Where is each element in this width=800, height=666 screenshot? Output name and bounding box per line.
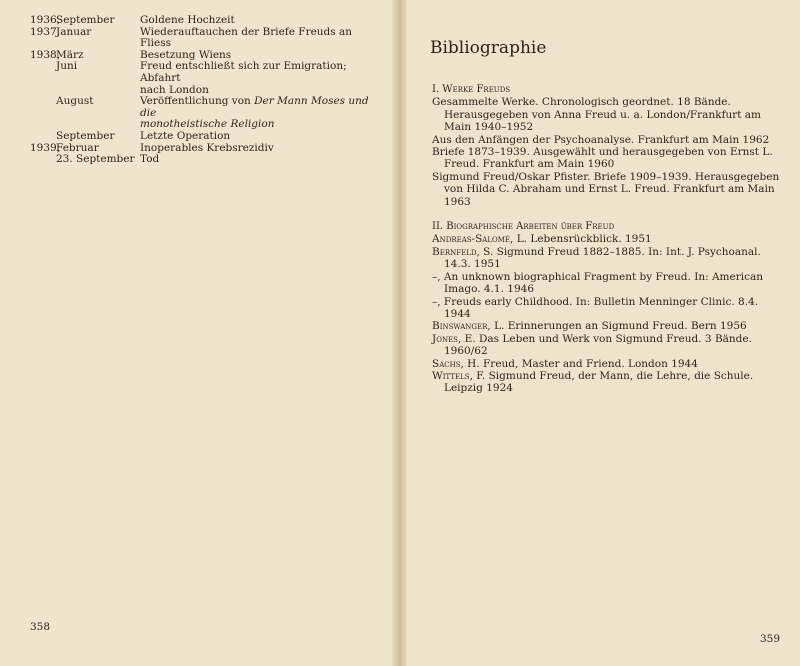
chronology-row: [30, 15, 370, 27]
chronology-row: [30, 154, 370, 166]
entry-text: S. Sigmund Freud 1882–1885. In: Int. J. Psychoanal. 14.3. 1951: [444, 245, 761, 271]
entry-text: L. Lebensrückblick. 1951: [513, 233, 652, 246]
author-name: Binswanger,: [432, 320, 491, 333]
chronology-year: [30, 131, 56, 143]
chronology-year: [30, 96, 56, 119]
chronology-month: März: [56, 48, 84, 61]
chronology-year: 1936,: [30, 14, 61, 26]
entry-text: –, Freuds early Childhood. In: Bulletin Menninger Clinic. 8.4. 1944: [432, 295, 759, 320]
entry-text: –, An unknown biographical Fragment by Freud. In: American Imago. 4.1. 1946: [432, 270, 764, 296]
chronology-month: Januar: [56, 25, 92, 38]
page-number-right: 359: [760, 633, 781, 645]
bibliography-entry: Briefe 1873–1939. Ausgewählt und herausgegeben von Ernst L. Freud. Frankfurt am Main 1960: [432, 146, 773, 171]
bibliography-entry: [432, 333, 784, 358]
chronology-year: [30, 61, 56, 84]
chronology-row: [30, 131, 370, 143]
chronology-year: 1939,: [30, 141, 61, 154]
entry-text: H. Freud, Master and Friend. London 1944: [463, 357, 698, 370]
bibliography-entry: [432, 358, 784, 370]
chronology-year: 1937,: [30, 25, 61, 38]
chronology-month: August: [56, 95, 94, 108]
chronology-row: [30, 61, 370, 84]
bibliography-entry: [432, 370, 784, 395]
chronology-month: September: [56, 129, 115, 142]
chronology-event: [140, 96, 370, 119]
left-page: [0, 0, 398, 666]
chronology-row: [30, 27, 370, 50]
bibliography-entry: Gesammelte Werke. Chronologisch geordnet. 18 Bände. Herausgegeben von Anna Freud u. a. London/Frankfurt am Main 1940–1952: [432, 96, 762, 134]
author-name: Bernfeld,: [432, 245, 480, 258]
bibliography-entry: [432, 320, 784, 332]
bibliography-entry: Aus den Anfängen der Psychoanalyse. Frankfurt am Main 1962: [432, 133, 770, 146]
chronology-event: Inoperables Krebsrezidiv: [140, 141, 274, 154]
chronology-year: 1938,: [30, 48, 61, 61]
chronology-event: Besetzung Wiens: [140, 48, 232, 61]
section-heading: I. Werke Freuds: [432, 84, 511, 95]
bibliography: [432, 84, 784, 395]
chronology-event: Letzte Operation: [140, 129, 231, 142]
chronology-row: [30, 96, 370, 119]
page-number-left: 358: [30, 621, 51, 633]
bibliography-entry: [432, 271, 784, 296]
entry-text: E. Das Leben und Werk von Sigmund Freud. 3 Bände. 1960/62: [444, 332, 752, 358]
chronology-month: 23. September: [56, 153, 135, 166]
author-name: Jones,: [432, 332, 462, 345]
chronology-event: Freud entschließt sich zur Emigration; Abfahrt: [140, 60, 347, 84]
author-name: Andreas-Salomé,: [432, 233, 514, 246]
chronology-event: nach London: [140, 83, 209, 96]
chronology-year: [30, 85, 56, 97]
section-heading: II. Biographische Arbeiten über Freud: [432, 221, 615, 233]
book-title-italic: monotheistische Religion: [140, 118, 275, 131]
chronology-event: Wiederauftauchen der Briefe Freuds an Fliess: [140, 25, 353, 50]
bibliography-entry: [432, 296, 784, 321]
bibliography-entry: [432, 233, 784, 245]
chronology-month: Februar: [56, 141, 99, 154]
entry-text: L. Erinnerungen an Sigmund Freud. Bern 1956: [490, 320, 747, 333]
entry-text: F. Sigmund Freud, der Mann, die Lehre, die Schule. Leipzig 1924: [444, 369, 754, 395]
chronology-event: Goldene Hochzeit: [140, 14, 235, 26]
chronology-year: [30, 119, 56, 131]
chronology-table: [30, 15, 370, 166]
chronology-year: [30, 154, 56, 166]
chronology-event: Tod: [140, 153, 160, 166]
page-title: Bibliographie: [430, 38, 547, 58]
author-name: Sachs,: [432, 357, 464, 370]
chronology-month: Juni: [56, 60, 78, 73]
event-text: Veröffentlichung von: [140, 95, 255, 108]
book-title-italic: Der Mann Moses und die: [140, 95, 369, 119]
chronology-month: September: [56, 14, 115, 26]
bibliography-entry: Sigmund Freud/Oskar Pfister. Briefe 1909–1939. Herausgegeben von Hilda C. Abraham und Ernst L. Freud. Frankfurt am Main 1963: [432, 170, 780, 208]
author-name: Wittels,: [432, 369, 473, 382]
bibliography-entry: [432, 246, 784, 271]
